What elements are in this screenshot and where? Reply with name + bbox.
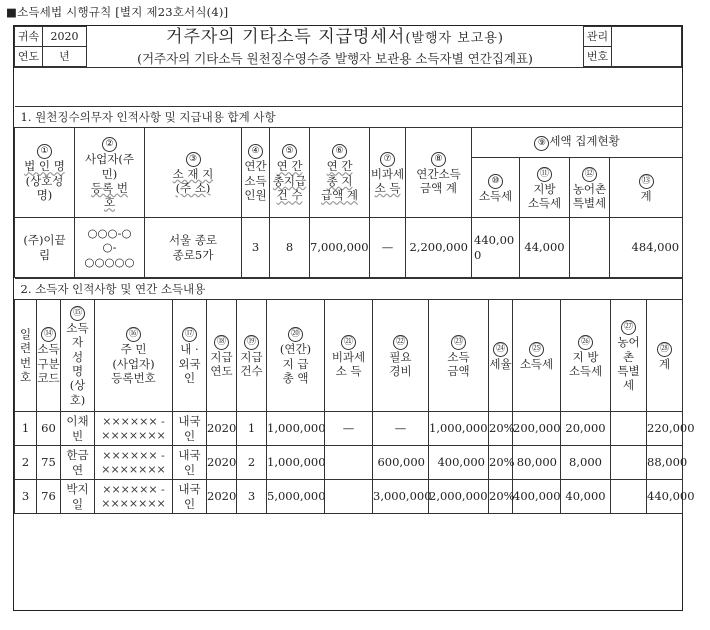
annual-income: 2,200,000 [406, 218, 472, 278]
nontax [325, 446, 373, 480]
income-amount: 400,000 [429, 446, 489, 480]
col-income-tax-header-2: ㉕ 소득세 [513, 300, 561, 412]
resident-number: ×××××× - ××××××× [95, 412, 173, 446]
income-code: 76 [37, 480, 61, 514]
income-tax: 80,000 [513, 446, 561, 480]
nationality: 내국인 [173, 446, 207, 480]
company-name: (주)이끝 림 [15, 218, 75, 278]
row-sum: 220,000 [647, 412, 683, 446]
company-address: 서울 종로 종로5가 [145, 218, 242, 278]
col-paid-total-header: ⑳ (연간) 지 급 총 액 [267, 300, 325, 412]
local-tax-total: 44,000 [520, 218, 570, 278]
annual-count: 8 [270, 218, 310, 278]
col-total-header: ⑬ 계 [610, 158, 683, 218]
col-nontax-header: ⑦ 비과세 소 득 [370, 128, 406, 218]
rural-tax [611, 446, 647, 480]
rural-tax [611, 412, 647, 446]
income-tax: 200,000 [513, 412, 561, 446]
annual-total-paid: 7,000,000 [310, 218, 370, 278]
paid-total: 1,000,000 [267, 446, 325, 480]
tax-rate: 20% [489, 480, 513, 514]
withholding-statement-form [13, 25, 695, 611]
nontax [325, 480, 373, 514]
earner-name: 이채 빈 [61, 412, 95, 446]
col-expense-header: ㉒ 필요 경비 [373, 300, 429, 412]
sub-title: (거주자의 기타소득 원천징수영수증 발행자 보관용 소득자별 연간집계표) [137, 50, 533, 66]
col-count-header: ⑤ 연 간 총지급 건 수 [270, 128, 310, 218]
serial: 1 [15, 412, 37, 446]
expense: — [373, 412, 429, 446]
col-pay-count-header: ⑲ 지급 건수 [237, 300, 267, 412]
nontax-income: — [370, 218, 406, 278]
table-row [15, 446, 683, 480]
col-address-header: ③ 소 재 지 (주 소) [145, 128, 242, 218]
pay-year: 2020 [207, 446, 237, 480]
tax-rate: 20% [489, 412, 513, 446]
income-tax-total: 440,00 0 [472, 218, 520, 278]
title-cell [87, 27, 584, 67]
col-company-name-header: ① 법 인 명 (상호성 명) [15, 128, 75, 218]
pay-year: 2020 [207, 480, 237, 514]
income-amount: 1,000,000 [429, 412, 489, 446]
col-code-header: ⑭ 소득 구분 코드 [37, 300, 61, 412]
mgmt-label: 관리 [584, 27, 612, 47]
local-tax: 40,000 [561, 480, 611, 514]
title-block [14, 26, 682, 67]
title-spacer [14, 67, 682, 106]
year-value: 2020 [43, 27, 87, 47]
form-reference: ■소득세법 시행규칙 [별지 제23호서식(4)] [6, 5, 229, 19]
tax-rate: 20% [489, 446, 513, 480]
section1-data-row [15, 218, 683, 278]
earner-name: 한금 연 [61, 446, 95, 480]
nationality: 내국인 [173, 412, 207, 446]
col-reg-number-header: ② 사업자(주 민) 등록 번 호 [75, 128, 145, 218]
col-rate-header: ㉔ 세율 [489, 300, 513, 412]
expense: 3,000,000 [373, 480, 429, 514]
local-tax: 8,000 [561, 446, 611, 480]
col-nontax-header-2: ㉑ 비과세 소 득 [325, 300, 373, 412]
expense: 600,000 [373, 446, 429, 480]
year-label-2: 연도 [15, 47, 43, 67]
income-amount: 2,000,000 [429, 480, 489, 514]
col-serial-header: 일련 번호 [15, 300, 37, 412]
pay-count: 2 [237, 446, 267, 480]
col-income-amount-header: ㉓ 소득 금액 [429, 300, 489, 412]
resident-number: ×××××× - ××××××× [95, 480, 173, 514]
col-total-paid-header: ⑥ 연 간 총 지 급액 계 [310, 128, 370, 218]
pay-count: 1 [237, 412, 267, 446]
serial: 2 [15, 446, 37, 480]
grand-total: 484,000 [610, 218, 683, 278]
col-local-tax-header: ⑪ 지방 소득세 [520, 158, 570, 218]
year-unit: 년 [43, 47, 87, 67]
row-sum: 88,000 [647, 446, 683, 480]
col-income-tax-header: ⑩ 소득세 [472, 158, 520, 218]
table-row [15, 412, 683, 446]
income-tax: 400,000 [513, 480, 561, 514]
col-persons-header: ④ 연간 소득 인원 [242, 128, 270, 218]
nationality: 내국인 [173, 480, 207, 514]
pay-year: 2020 [207, 412, 237, 446]
table-row [15, 480, 683, 514]
company-reg-number: ○○○-○ ○- ○○○○○ [75, 218, 145, 278]
nontax: — [325, 412, 373, 446]
col-sum-header: ㉘ 계 [647, 300, 683, 412]
row-sum: 440,000 [647, 480, 683, 514]
annual-persons: 3 [242, 218, 270, 278]
section2-table [14, 278, 695, 514]
col-resident-number-header: ⑯ 주 민 (사업자) 등록번호 [95, 300, 173, 412]
main-subtitle: (발행자 보고용) [405, 30, 504, 46]
mgmt-number-field[interactable] [612, 27, 682, 67]
col-earner-name-header: ⑮ 소득 자 성 명 (상 호) [61, 300, 95, 412]
rural-tax-total [570, 218, 610, 278]
rural-tax [611, 480, 647, 514]
col-rural-tax-header: ⑫ 농어촌 특별세 [570, 158, 610, 218]
section1-table [14, 106, 683, 278]
paid-total: 1,000,000 [267, 412, 325, 446]
resident-number: ×××××× - ××××××× [95, 446, 173, 480]
serial: 3 [15, 480, 37, 514]
col-income-header: ⑧ 연간소득 금액 계 [406, 128, 472, 218]
col-local-tax-header-2: ㉖ 지 방 소득세 [561, 300, 611, 412]
year-label: 귀속 [15, 27, 43, 47]
income-code: 75 [37, 446, 61, 480]
col-pay-year-header: ⑱ 지급 연도 [207, 300, 237, 412]
local-tax: 20,000 [561, 412, 611, 446]
paid-total: 5,000,000 [267, 480, 325, 514]
pay-count: 3 [237, 480, 267, 514]
col-nationality-header: ⑰ 내 · 외국 인 [173, 300, 207, 412]
tax-summary-header: ⑨ 세액 집계현황 [472, 128, 683, 158]
income-code: 60 [37, 412, 61, 446]
blank-area [14, 530, 682, 610]
section2-title: 2. 소득자 인적사항 및 연간 소득내용 [15, 279, 683, 300]
section1-title: 1. 원천징수의무자 인적사항 및 지급내용 합계 사항 [15, 107, 683, 128]
mgmt-label-2: 번호 [584, 47, 612, 67]
earner-name: 박지 일 [61, 480, 95, 514]
col-rural-tax-header-2: ㉗ 농어 촌 특별 세 [611, 300, 647, 412]
main-title: 거주자의 기타소득 지급명세서 [166, 26, 406, 47]
